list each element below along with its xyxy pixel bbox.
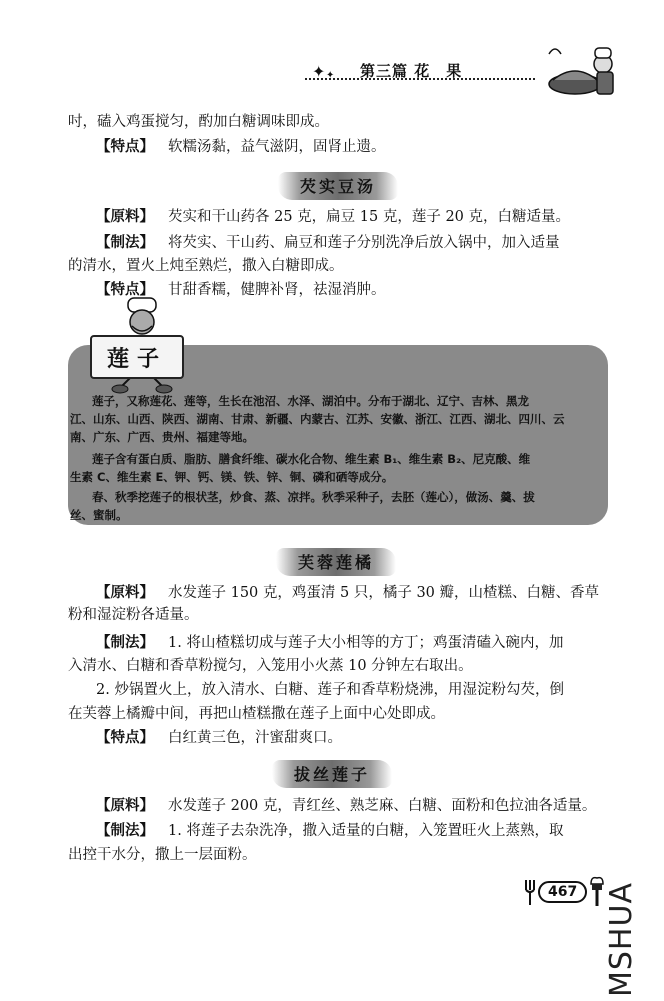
method-step: 2. 炒锅置火上，放入清水、白糖、莲子和香草粉烧沸，用湿淀粉勾芡，倒 <box>96 682 564 698</box>
page-number: 467 <box>538 881 587 903</box>
feature-label: 【特点】 <box>96 282 154 298</box>
method-line <box>96 233 560 253</box>
recipe-title: 芙蓉莲橘 <box>276 548 396 576</box>
info-line: 江、山东、山西、陕西、湖南、甘肃、新疆、内蒙古、江苏、安徽、浙江、江西、湖北、四川、云 <box>70 412 565 426</box>
feature-text: 白红黄三色，汁蜜甜爽口。 <box>168 730 342 746</box>
method-label: 【制法】 <box>96 635 154 651</box>
feature-text: 甘甜香糯，健脾补肾，祛湿消肿。 <box>168 282 386 298</box>
method-line <box>96 821 563 841</box>
info-line: 生素 C、维生素 E、钾、钙、镁、铁、锌、铜、磷和硒等成分。 <box>70 470 394 484</box>
method-line <box>96 633 563 653</box>
info-line: 丝、蜜制。 <box>70 508 128 522</box>
ingredients-line <box>96 207 570 227</box>
ingredients-text-cont: 粉和湿淀粉各适量。 <box>68 607 199 623</box>
ingredients-label: 【原料】 <box>96 585 154 601</box>
info-line: 春、秋季挖莲子的根状茎，炒食、蒸、凉拌。秋季采种子，去胚（莲心），做汤、羹、拔 <box>92 490 535 504</box>
feature-label: 【特点】 <box>96 730 154 746</box>
info-line: 南、广东、广西、贵州、福建等地。 <box>70 430 254 444</box>
method-text-cont: 出控干水分，撒上一层面粉。 <box>68 847 257 863</box>
ingredients-text: 水发莲子 150 克，鸡蛋清 5 只，橘子 30 瓣，山楂糕、白糖、香草 <box>168 585 600 601</box>
recipe-title: 拔丝莲子 <box>272 760 392 788</box>
method-text: 将芡实、干山药、扁豆和莲子分别洗净后放入锅中，加入适量 <box>168 235 560 251</box>
feature-line <box>96 728 342 748</box>
info-banner: 莲子 <box>90 335 184 379</box>
watermark: MSHUA <box>604 882 639 997</box>
feature-label: 【特点】 <box>96 139 154 155</box>
sparkle-icon: ✦ <box>312 62 326 81</box>
method-label: 【制法】 <box>96 235 154 251</box>
ingredients-label: 【原料】 <box>96 798 154 814</box>
method-text: 1. 将山楂糕切成与莲子大小相等的方丁；鸡蛋清磕入碗内，加 <box>168 635 564 651</box>
running-header: 第三篇 花 果 <box>360 62 463 80</box>
feature-text: 软糯汤黏，益气滋阴，固肾止遗。 <box>168 139 386 155</box>
chef-cooking-icon <box>545 42 620 97</box>
ingredients-line <box>96 796 596 816</box>
feature-line <box>96 137 386 157</box>
method-text-cont: 入清水、白糖和香草粉搅匀，入笼用小火蒸 10 分钟左右取出。 <box>68 658 473 674</box>
info-line: 莲子含有蛋白质、脂肪、膳食纤维、碳水化合物、维生素 B₁、维生素 B₂、尼克酸、维 <box>92 452 531 466</box>
ingredients-line <box>96 583 599 603</box>
ingredients-text: 芡实和干山药各 25 克，扁豆 15 克，莲子 20 克，白糖适量。 <box>168 209 571 225</box>
text-line: 吋，磕入鸡蛋搅匀，酌加白糖调味即成。 <box>68 114 329 130</box>
recipe-title: 芡实豆汤 <box>278 172 398 200</box>
header-divider <box>305 78 535 80</box>
method-text: 1. 将莲子去杂洗净，撒入适量的白糖，入笼置旺火上蒸熟，取 <box>168 823 564 839</box>
fork-icon <box>522 878 538 906</box>
info-line: 莲子，又称莲花、莲等，生长在池沼、水泽、湖泊中。分布于湖北、辽宁、吉林、黑龙 <box>92 394 529 408</box>
sparkle-small-icon: ✦ <box>326 70 335 81</box>
method-text-cont: 在芙蓉上橘瓣中间，再把山楂糕撒在莲子上面中心处即成。 <box>68 706 445 722</box>
method-label: 【制法】 <box>96 823 154 839</box>
ingredients-text: 水发莲子 200 克，青红丝、熟芝麻、白糖、面粉和色拉油各适量。 <box>168 798 597 814</box>
method-text-cont: 的清水，置火上炖至熟烂，撒入白糖即成。 <box>68 258 344 274</box>
ingredients-label: 【原料】 <box>96 209 154 225</box>
